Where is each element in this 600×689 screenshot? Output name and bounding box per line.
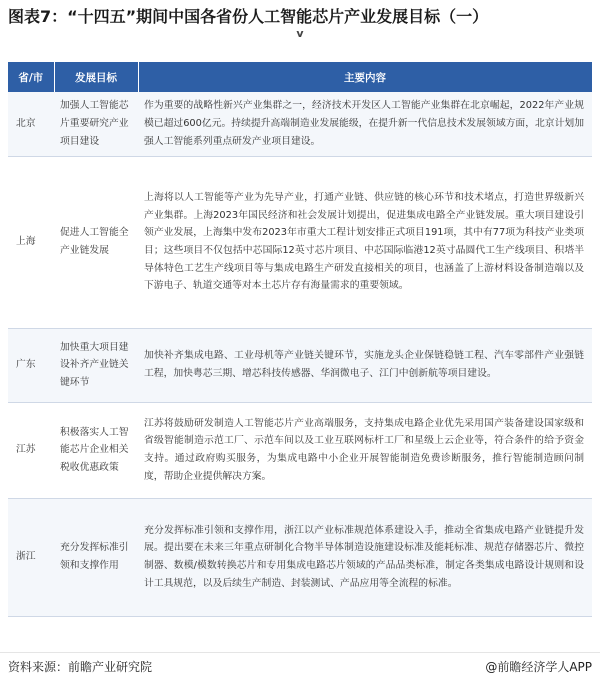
table-row bbox=[8, 328, 592, 402]
content-cell: 充分发挥标准引领和支撑作用，浙江以产业标准规范体系建设入手，推动全省集成电路产业链提升发展。提出要在未来三年重点研制化合物半导体制造设施建设标准及能耗标准、规范存储器芯片、微控制器、数模/模数转换芯片和专用集成电路芯片领域的产品品类标准，制定各类集成电路设计规则和设计工具规范，以及后续生产制造、封装测试、产品应用等全流程的标准。 bbox=[138, 498, 592, 616]
table-header-row bbox=[8, 62, 592, 92]
goal-cell: 充分发挥标准引领和支撑作用 bbox=[54, 498, 138, 616]
province-cell: 江苏 bbox=[8, 402, 54, 498]
goal-cell: 促进人工智能全产业链发展 bbox=[54, 156, 138, 328]
header-goal: 发展目标 bbox=[54, 62, 138, 92]
content-cell: 作为重要的战略性新兴产业集群之一，经济技术开发区人工智能产业集群在北京崛起，2022年产业规模已超过600亿元。持续提升高端制造业发展能级，在提升新一代信息技术发展领域方面，北京计划加强人工智能系列重点研发产业项目建设。 bbox=[138, 92, 592, 156]
province-cell: 广东 bbox=[8, 328, 54, 402]
brand-handle: @前瞻经济学人APP bbox=[485, 660, 592, 674]
footer bbox=[8, 656, 592, 678]
province-cell: 上海 bbox=[8, 156, 54, 328]
content-cell: 江苏将鼓励研发制造人工智能芯片产业高端服务，支持集成电路企业优先采用国产装备建设国家级和省级智能制造示范工厂、示范车间以及工业互联网标杆工厂和星级上云企业等，符合条件的给予资金支持。通过政府购买服务，为集成电路中小企业开展智能制造免费诊断服务，推行智能制造顾问制度，帮助企业提供解决方案。 bbox=[138, 402, 592, 498]
goal-cell: 加强人工智能芯片重要研究产业项目建设 bbox=[54, 92, 138, 156]
province-cell: 浙江 bbox=[8, 498, 54, 616]
page-title: 图表7：“十四五”期间中国各省份人工智能芯片产业发展目标（一） bbox=[8, 7, 489, 26]
goals-table bbox=[8, 62, 593, 617]
goal-cell: 加快重大项目建设补齐产业链关键环节 bbox=[54, 328, 138, 402]
footer-divider bbox=[0, 652, 600, 653]
table-row bbox=[8, 156, 592, 328]
province-cell: 北京 bbox=[8, 92, 54, 156]
table-row bbox=[8, 402, 592, 498]
header-province: 省/市 bbox=[8, 62, 54, 92]
header-content: 主要内容 bbox=[138, 62, 592, 92]
table-row bbox=[8, 498, 592, 616]
content-cell: 上海将以人工智能等产业为先导产业，打通产业链、供应链的核心环节和技术堵点，打造世界级新兴产业集群。上海2023年国民经济和社会发展计划提出，促进集成电路全产业链发展。重大项目建设引领产业发展，上海集中发布2023年市重大工程计划安排正式项目191项，其中有77项为科技产业类项目；这些项目不仅包括中芯国际12英寸芯片项目、中芯国际临港12英寸晶圆代工生产线项目、积塔半导体特色工艺生产线项目等与集成电路生产研发直接相关的项目，也涵盖了上游材料设备制造端以及下游电子、轨道交通等对本土芯片存有海量需求的重要领域。 bbox=[138, 156, 592, 328]
content-cell: 加快补齐集成电路、工业母机等产业链关键环节，实施龙头企业保链稳链工程、汽车零部件产业强链工程，加快粤芯三期、增芯科技传感器、华润微电子、江门中创新航等项目建设。 bbox=[138, 328, 592, 402]
title-suffix: v bbox=[296, 27, 304, 40]
table-row bbox=[8, 92, 592, 156]
source-note: 资料来源：前瞻产业研究院 bbox=[8, 660, 153, 674]
goal-cell: 积极落实人工智能芯片企业相关税收优惠政策 bbox=[54, 402, 138, 498]
